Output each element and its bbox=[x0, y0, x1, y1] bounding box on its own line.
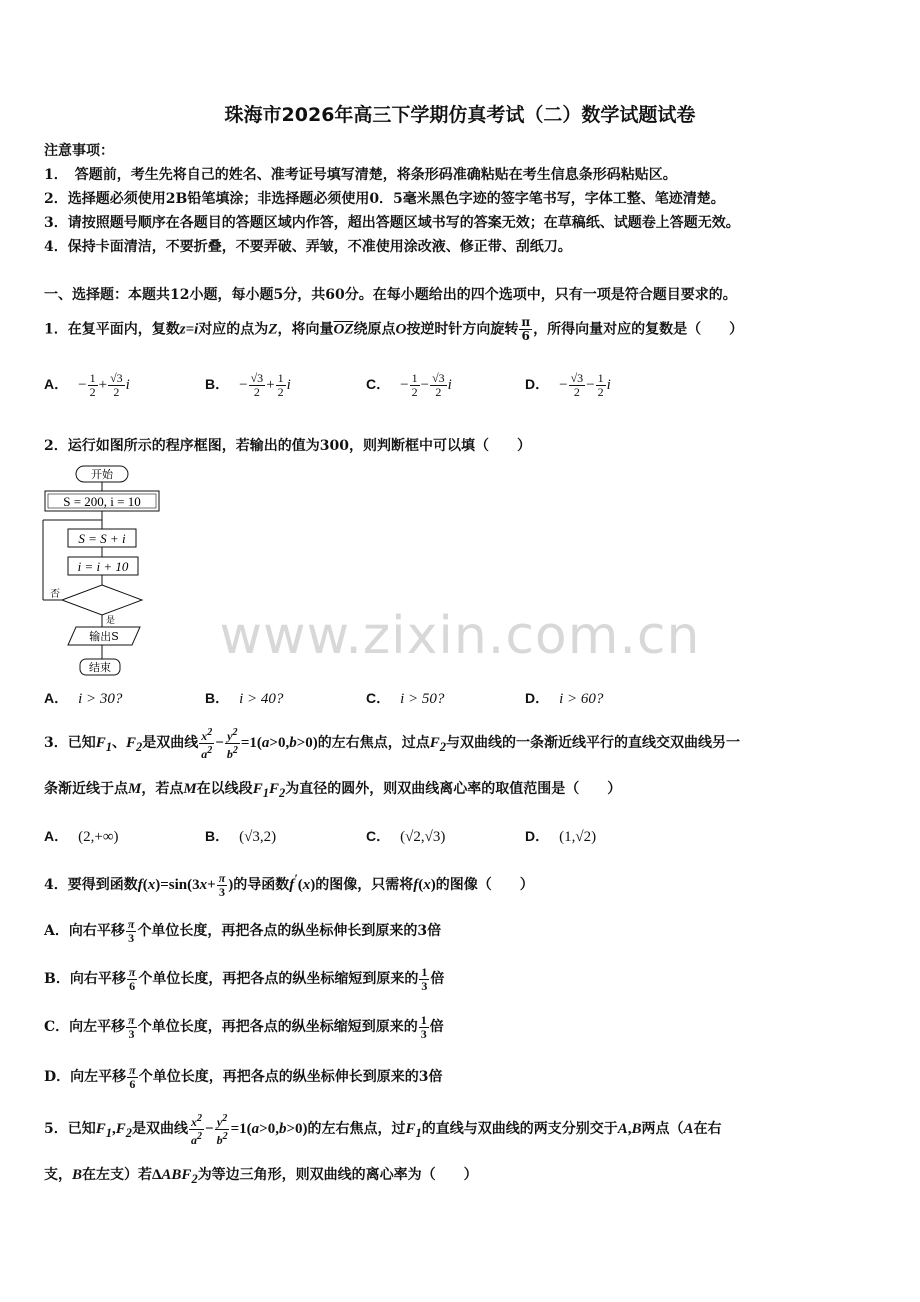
q2-option-d[interactable]: D． i > 60? bbox=[525, 690, 604, 707]
question-3-line-2: 条渐近线于点M，若点M在以线段$F_1F_2$为直径的圆外，则双曲线离心率的取值范围是（ ） bbox=[44, 781, 622, 800]
section-heading: 一、选择题：本题共12小题，每小题5分，共60分。在每小题给出的四个选项中，只有一项是符合题目要求的。 bbox=[44, 287, 737, 303]
question-5-line-2: 支，B在左支）若$\Delta ABF_2$为等边三角形，则双曲线的离心率为（ ） bbox=[44, 1167, 478, 1186]
notice-item: 2．选择题必须使用2B铅笔填涂；非选择题必须使用0．5毫米黑色字迹的签字笔书写，字体工整、笔迹清楚。 bbox=[44, 191, 725, 207]
q1-option-b[interactable]: B． − $\frac{√3}{2}$ + $\frac{1}{2}$ i bbox=[205, 371, 291, 399]
q2-option-b[interactable]: B． i > 40? bbox=[205, 690, 284, 707]
question-3-line-1: 3．已知$F_1$、$F_2$是双曲线 $\frac{x^2}{a^2}$ − $\frac{y^2}{b^2}$ =1(a>0,b>0)的左右焦点，过点$F_2$与双曲线的一条渐近线平行的直线交双曲线另一 bbox=[44, 727, 741, 761]
question-1: 1．在复平面内，复数z=i对应的点为Z，将向量$\overline{OZ}$绕原点O按逆时针方向旋转 $\frac{\pi}{6}$ ，所得向量对应的复数是（ ） bbox=[44, 315, 744, 343]
q2-option-a[interactable]: A． i > 30? bbox=[44, 690, 123, 707]
q3-option-c[interactable]: C． (√2,√3) bbox=[366, 828, 446, 845]
notice-item: 3．请按照题号顺序在各题目的答题区域内作答，超出答题区域书写的答案无效；在草稿纸、试题卷上答题无效。 bbox=[44, 215, 740, 231]
q4-option-c[interactable]: C．向左平移 $\frac{\pi}{3}$ 个单位长度，再把各点的纵坐标缩短到原来的 $\frac{1}{3}$ 倍 bbox=[44, 1013, 444, 1041]
flow-start: 开始 bbox=[91, 468, 113, 481]
q3-option-d[interactable]: D． (1,√2) bbox=[525, 828, 597, 845]
question-4: 4．要得到函数f(x)=sin(3x+ $\frac{\pi}{3}$ )的导函数f′(x)的图像，只需将f(x)的图像（ ） bbox=[44, 871, 534, 900]
flow-init: S = 200, i = 10 bbox=[63, 494, 141, 509]
q1-option-c[interactable]: C． − $\frac{1}{2}$ − $\frac{√3}{2}$ i bbox=[366, 371, 452, 399]
q4-option-a[interactable]: A．向右平移 $\frac{\pi}{3}$ 个单位长度，再把各点的纵坐标伸长到原来的3倍 bbox=[44, 917, 442, 945]
flow-output: 输出S bbox=[89, 630, 119, 643]
question-2: 2．运行如图所示的程序框图，若输出的值为300，则判断框中可以填（ ） bbox=[44, 438, 531, 454]
flow-yes: 是 bbox=[106, 616, 116, 626]
q1-option-d[interactable]: D． − $\frac{√3}{2}$ − $\frac{1}{2}$ i bbox=[525, 371, 611, 399]
q3-option-a[interactable]: A． (2,+∞) bbox=[44, 828, 119, 845]
flow-no: 否 bbox=[50, 589, 60, 600]
notice-heading: 注意事项： bbox=[44, 143, 114, 159]
q2-option-c[interactable]: C． i > 50? bbox=[366, 690, 445, 707]
notice-item: 1． 答题前，考生先将自己的姓名、准考证号填写清楚，将条形码准确粘贴在考生信息条形码粘贴区。 bbox=[44, 167, 677, 183]
flow-step1: S = S + i bbox=[78, 531, 126, 546]
watermark: www.zixin.com.cn bbox=[219, 606, 701, 666]
q4-option-d[interactable]: D．向左平移 $\frac{\pi}{6}$ 个单位长度，再把各点的纵坐标伸长到原来的3倍 bbox=[44, 1063, 443, 1091]
question-5-line-1: 5．已知$F_1,F_2$是双曲线 $\frac{x^2}{a^2}$ − $\frac{y^2}{b^2}$ =1(a>0,b>0)的左右焦点，过$F_1$的直线与双曲线的两支分别交于A,B两点（A在右 bbox=[44, 1113, 722, 1147]
notice-item: 4．保持卡面清洁，不要折叠，不要弄破、弄皱，不准使用涂改液、修正带、刮纸刀。 bbox=[44, 239, 572, 255]
q1-option-a[interactable]: A． − $\frac{1}{2}$ + $\frac{√3}{2}$ i bbox=[44, 371, 130, 399]
page-title: 珠海市2026年高三下学期仿真考试（二）数学试题试卷 bbox=[224, 104, 696, 126]
flow-step2: i = i + 10 bbox=[77, 559, 129, 574]
q4-option-b[interactable]: B．向右平移 $\frac{\pi}{6}$ 个单位长度，再把各点的纵坐标缩短到原来的 $\frac{1}{3}$ 倍 bbox=[44, 965, 445, 993]
q3-option-b[interactable]: B． (√3,2) bbox=[205, 828, 277, 845]
flow-end: 结束 bbox=[89, 661, 111, 674]
